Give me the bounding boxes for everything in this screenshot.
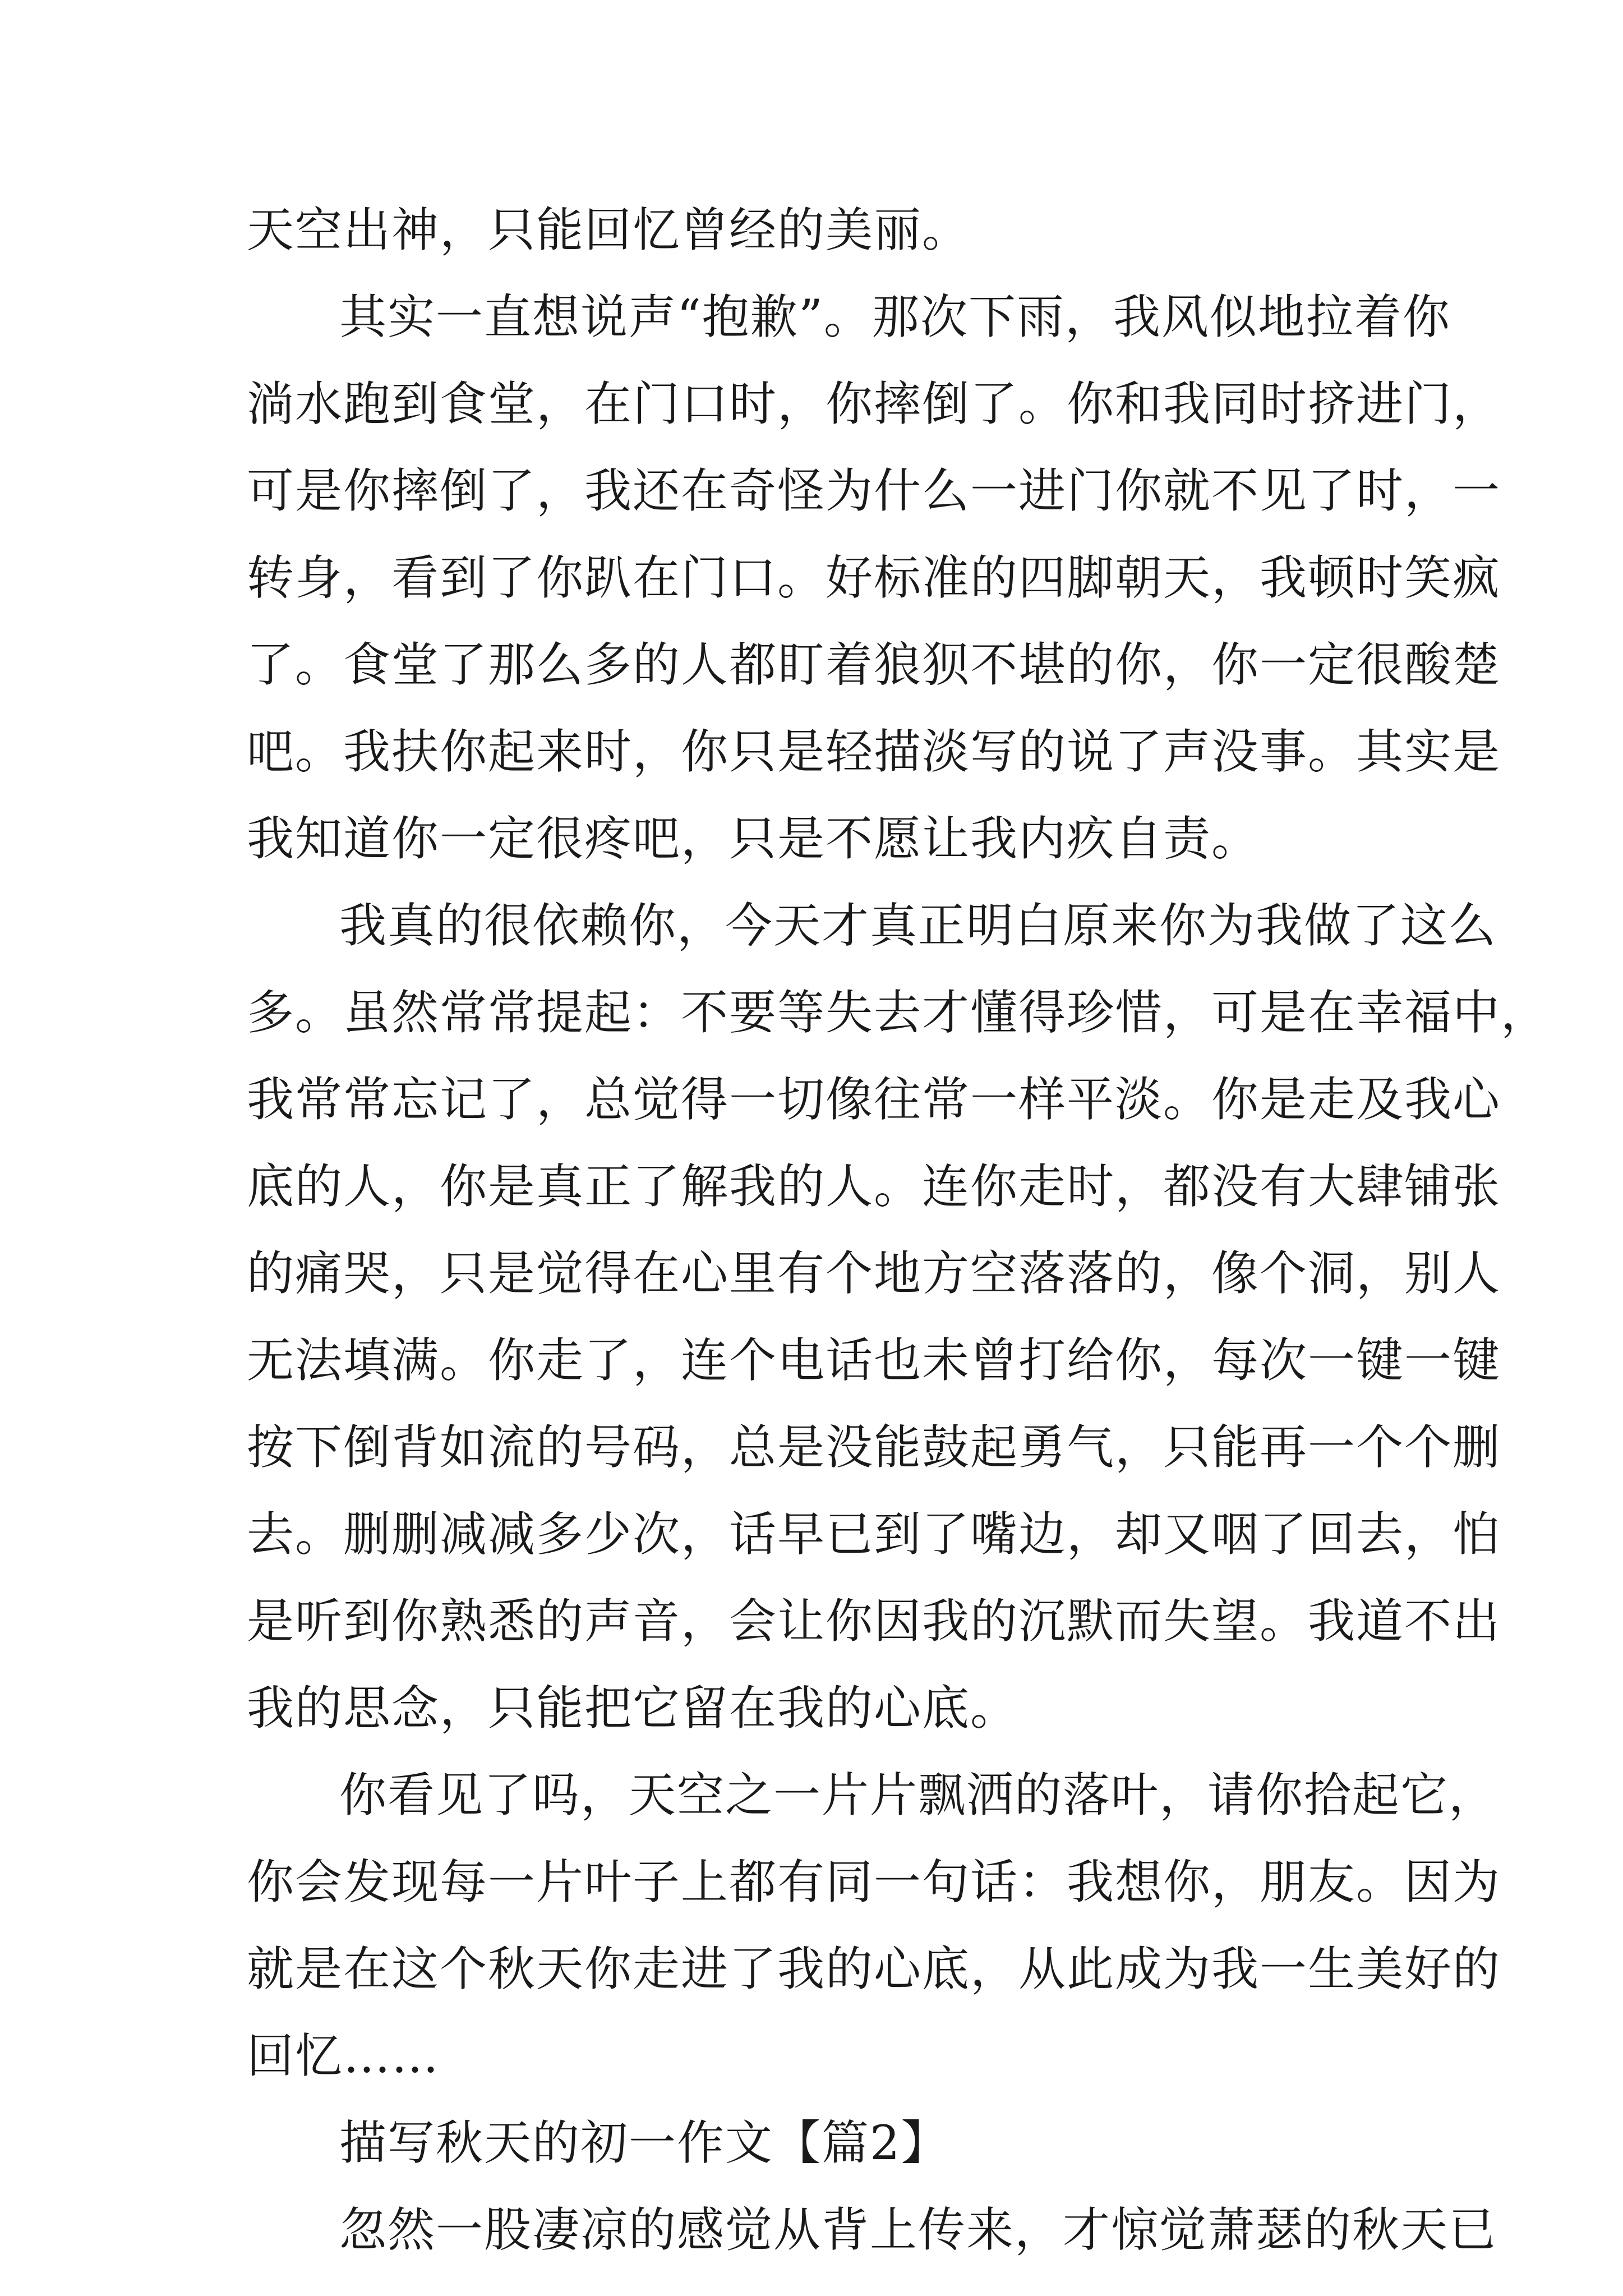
text-line: 多。虽然常常提起：不要等失去才懂得珍惜，可是在幸福中， [247,985,1550,1040]
text-line: 就是在这个秋天你走进了我的心底，从此成为我一生美好的 [247,1941,1501,1996]
text-line: 吧。我扶你起来时，你只是轻描淡写的说了声没事。其实是 [247,724,1501,779]
text-line: 我的思念，只能把它留在我的心底。 [247,1681,1019,1736]
text-line: 的痛哭，只是觉得在心里有个地方空落落的，像个洞，别人 [247,1246,1501,1301]
text-line: 可是你摔倒了，我还在奇怪为什么一进门你就不见了时，一 [247,463,1501,518]
text-line: 去。删删减减多少次，话早已到了嘴边，却又咽了回去，怕 [247,1507,1501,1562]
text-line: 底的人，你是真正了解我的人。连你走时，都没有大肆铺张 [247,1159,1501,1214]
section-heading: 描写秋天的初一作文【篇2】 [339,2115,949,2170]
text-line: 了。食堂了那么多的人都盯着狼狈不堪的你，你一定很酸楚 [247,637,1501,692]
text-line: 你会发现每一片叶子上都有同一句话：我想你，朋友。因为 [247,1855,1501,1910]
text-line: 淌水跑到食堂，在门口时，你摔倒了。你和我同时挤进门， [247,376,1501,431]
paragraph-start-line: 其实一直想说声“抱歉”。那次下雨，我风似地拉着你 [339,289,1451,344]
paragraph-start-line: 忽然一股凄凉的感觉从背上传来，才惊觉萧瑟的秋天已 [339,2202,1497,2257]
text-line: 回忆…… [247,2028,440,2083]
text-line: 我常常忘记了，总觉得一切像往常一样平淡。你是走及我心 [247,1072,1501,1127]
text-line: 天空出神，只能回忆曾经的美丽。 [247,203,971,257]
text-line: 无法填满。你走了，连个电话也未曾打给你，每次一键一键 [247,1333,1501,1388]
text-line: 按下倒背如流的号码，总是没能鼓起勇气，只能再一个个删 [247,1420,1501,1475]
text-line: 是听到你熟悉的声音，会让你因我的沉默而失望。我道不出 [247,1594,1501,1649]
text-line: 我知道你一定很疼吧，只是不愿让我内疚自责。 [247,811,1260,866]
paragraph-start-line: 你看见了吗，天空之一片片飘洒的落叶，请你拾起它， [339,1768,1497,1823]
paragraph-start-line: 我真的很依赖你，今天才真正明白原来你为我做了这么 [339,898,1497,953]
text-line: 转身，看到了你趴在门口。好标准的四脚朝天，我顿时笑疯 [247,550,1501,605]
